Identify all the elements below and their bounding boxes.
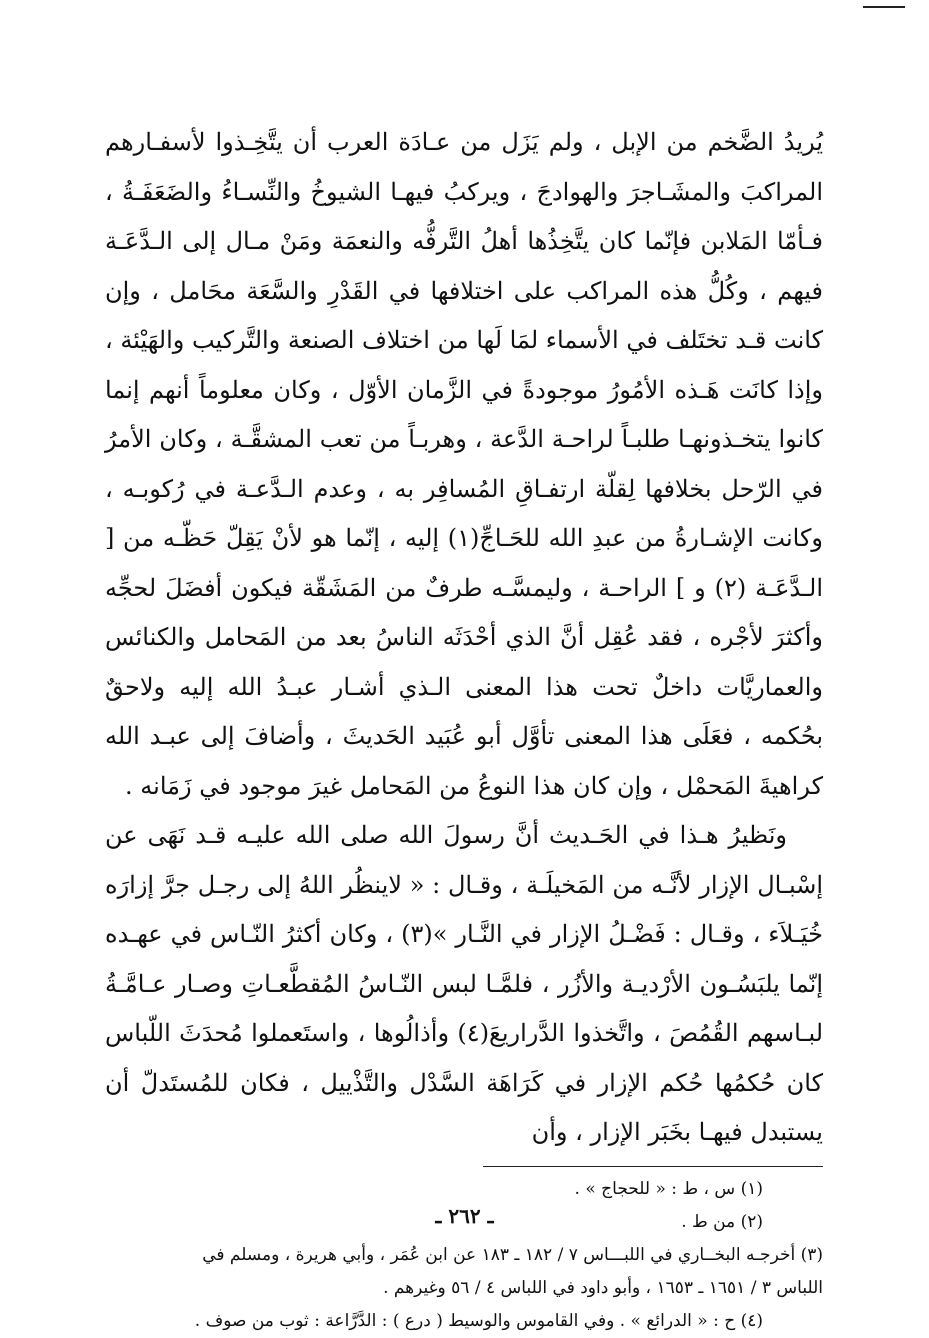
page-number: ـ ٢٦٢ ـ xyxy=(435,1204,494,1228)
footnote-1: (١) س ، ط : « للحجاج » . xyxy=(574,1178,763,1199)
footnote-separator xyxy=(483,1166,823,1167)
paragraph-1: يُريدُ الضَّخم من الإبل ، ولم يَزَل من عـادَة العرب أن يتَّخِـذوا لأسفـارهم المراكبَ والمشَـاجرَ والهوادجَ ، ويركبُ فيهـا الشيوخُ والنِّسـاءُ والضَعَفَـةُ ، فـأمّا المَلابن فإنّما كان يتَّخِذُها أهلُ التَّرفُّه والنعمَة ومَنْ مـال إلى الـدَّعَـة فيهم ، وكُلُّ هذه المراكب على اختلافها في القَدْرِ والسَّعَة محَامل ، وإن كانت قـد تختَلف في الأسماء لمَا لَها من اختلاف الصنعة والتَّركيب والهَيْئة ، وإذا كانَت هَـذه الأمُورُ موجودةً في الزَّمان الأوّل ، وكان معلوماً أنهم إنما كانوا يتخـذونهـا طلبـاً لراحـة الدَّعة ، وهربـاً من تعب المشقَّـة ، وكان الأمرُ في الرّحل بخلافها لِقلّة ارتفـاقِ المُسافِر به ، وعدم الـدَّعـة في رُكوبـه ، وكانت الإشـارةُ من عبدِ الله للحَـاجِّ(١) إليه ، إنّما هو لأنْ يَقِلّ حَظّـه من [ الـدَّعَـة (٢) و ] الراحـة ، وليمسَّـه طرفٌ من المَشَقّة فيكون أفضَلَ لحجِّه وأكثرَ لأجْره ، فقد عُقِل أنَّ الذي أحْدَثَه الناسُ بعد من المَحامل والكنائس والعماريَّات داخلٌ تحت هذا المعنى الـذي أشـار عبـدُ الله إليه ولاحقٌ بحُكمه ، فعَلَى هذا المعنى تأوَّل أبو عُبَيد الحَديثَ ، وأضافَ إلى عبـد الله كراهيةَ المَحمْل ، وإن كان هذا النوعُ من المَحامل غيرَ موجود في زَمَانه . xyxy=(104,128,824,800)
page-content xyxy=(105,118,823,1338)
footnotes xyxy=(105,1173,823,1338)
footnote-3-continued: اللباس ٣ / ١٦٥١ ـ ١٦٥٣ ، وأبو داود في اللباس ٤ / ٥٦ وغيرهم . xyxy=(383,1277,823,1298)
footnote-3: (٣) أخرجـه البخــاري في اللبـــاس ٧ / ١٨٢ ـ ١٨٣ عن ابن عُمَر ، وأبي هريرة ، ومسلم في xyxy=(202,1244,823,1265)
paragraph-2: ونَظيرُ هـذا في الحَـديث أنَّ رسولَ الله صلى الله عليـه قـد نَهَى عن إسْبـال الإزار لأنَّـه من المَخيلَـة ، وقـال : « لاينظُر اللهُ إلى رجـل جرَّ إزارَه خُيَـلاَء ، وقـال : فَضْـلُ الإزار في النَّـار »(٣) ، وكان أكثرُ النّـاس في عهـده إنّما يلبَسُـون الأرْديـة والأزُر ، فلمَّـا لبس النّـاسُ المُقطَّعـاتِ وصـار عـامَّـةُ لبـاسهم القُمُصَ ، واتَّخذوا الدَّراريعَ(٤) وأذالُوها ، واستَعملوا مُحدَثَ اللّباس كان حُكمُها حُكم الإزار في كَرَاهَة السَّدْل والتَّذْييل ، فكان للمُستَدلّ أن يستبدل فيهـا بخَبَر الإزار ، وأن xyxy=(105,821,824,1146)
footnote-4: (٤) ح : « الدرائع » . وفي القاموس والوسيط ( درع ) : الدَّرَّاعة : ثوب من صوف . xyxy=(194,1310,763,1331)
footnote-2: (٢) من ط . xyxy=(681,1211,763,1232)
corner-mark xyxy=(863,6,905,10)
main-text xyxy=(105,118,823,1158)
